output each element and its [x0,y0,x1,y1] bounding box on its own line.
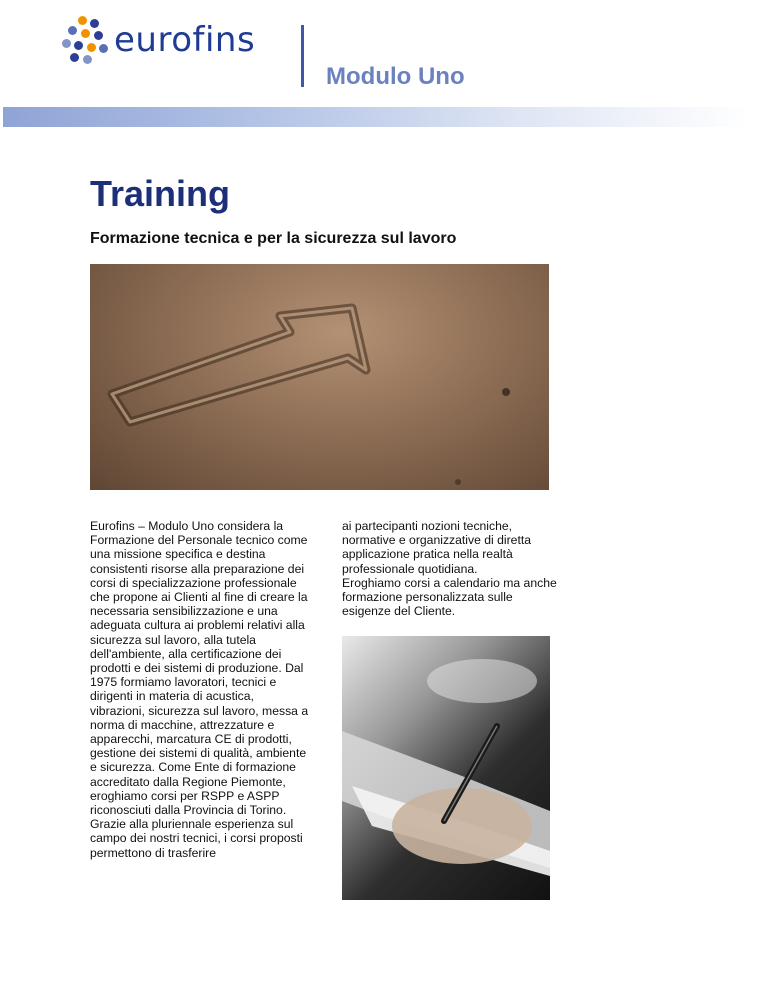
header-divider [301,25,304,87]
hand-writing-photo [342,636,550,900]
page-subtitle: Formazione tecnica e per la sicurezza sul lavoro [90,230,457,247]
brand-name: eurofins [114,20,256,60]
hand-pen-icon [342,636,550,900]
page-title: Training [90,173,231,214]
header-band [3,107,748,127]
body-text-column-1: Eurofins – Modulo Uno considera la Formazione del Personale tecnico come una missione specifica e destina consistenti risorse alla preparazione dei corsi di specializzazione professionale che propone ai Clienti al fine di creare la necessaria sensibilizzazione e una adeguata cultura ai problemi relativi alla sicurezza sul lavoro, alla tutela dell'ambiente, alla certificazione dei prodotti e dei sistemi di produzione. Dal 1975 formiamo lavoratori, tecnici e dirigenti in materia di acustica, vibrazioni, sicurezza sul lavoro, messa a norma di macchine, attrezzature e apparecchi, marcatura CE di prodotti, gestione dei sistemi di qualità, ambiente e sicurezza. Come Ente di formazione accreditato dalla Regione Piemonte, eroghiamo corsi per RSPP e ASPP riconosciuti dalla Provincia di Torino. Grazie alla pluriennale esperienza sul campo dei nostri tecnici, i corsi proposti permettono di trasferire [90,519,309,860]
module-name: Modulo Uno [326,63,465,90]
body-text-column-2: ai partecipanti nozioni tecniche, normative e organizzative di diretta applicazione pratica nella realtà professionale quotidiana. Eroghiamo corsi a calendario ma anche formazione personalizzata sulle esigenze del Cliente. [342,519,557,619]
eurofins-logo [62,14,292,66]
sand-arrow-photo [90,264,549,490]
logo-dots-icon [62,16,108,62]
sand-arrow-icon [90,264,549,490]
